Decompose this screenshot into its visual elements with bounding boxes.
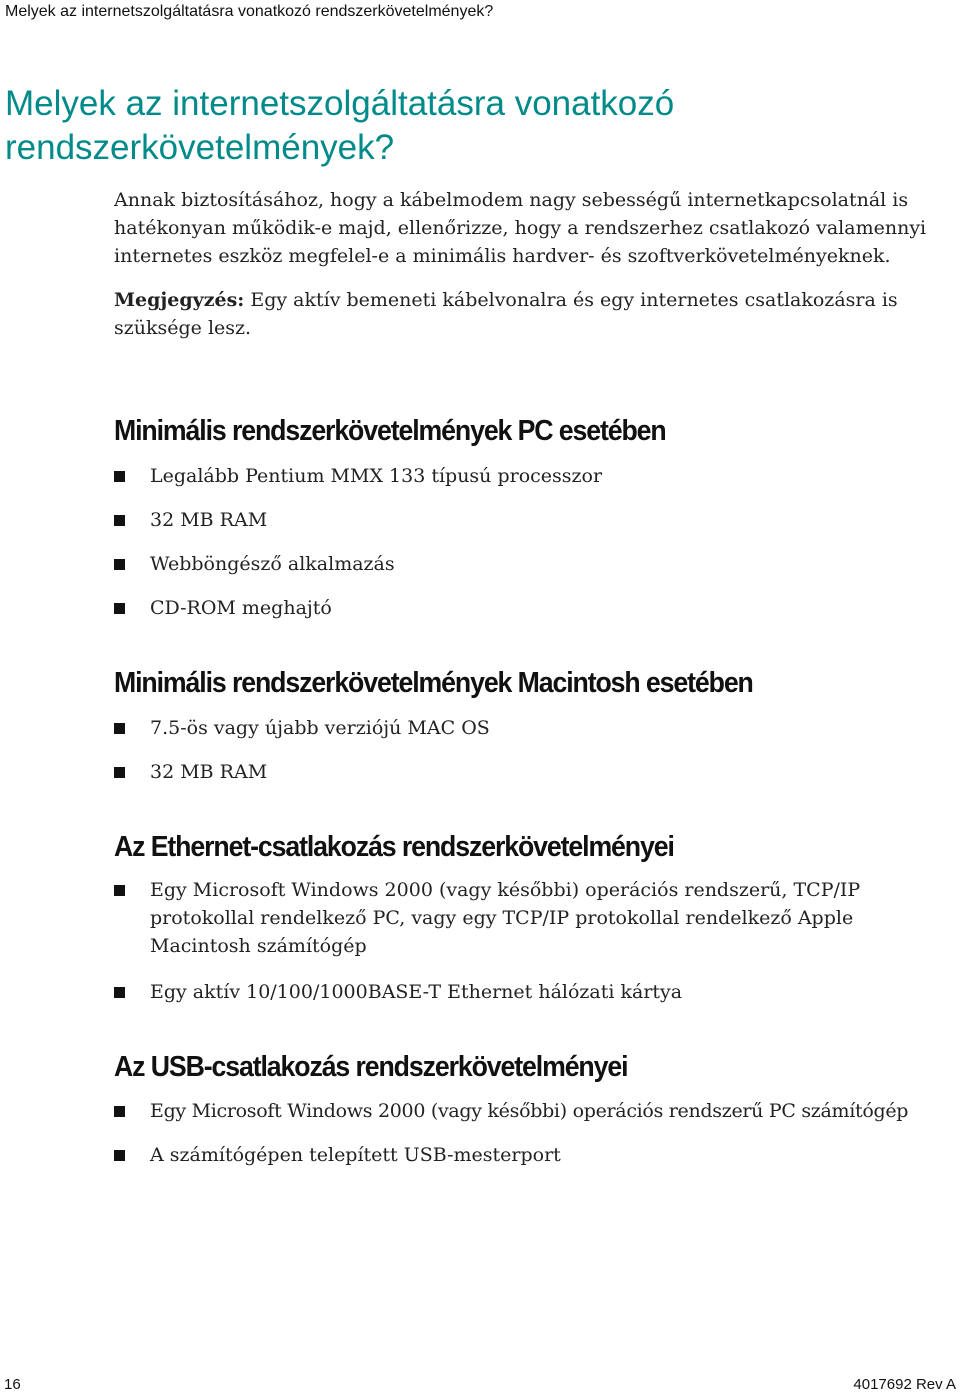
list-item-text: A számítógépen telepített USB-mesterport xyxy=(150,1144,561,1166)
list-item-text: Egy Microsoft Windows 2000 (vagy későbbi) operációs rendszerű PC számítógép xyxy=(150,1100,909,1122)
list-item xyxy=(114,758,960,786)
list-item-text: 32 MB RAM xyxy=(150,761,268,783)
square-bullet-icon xyxy=(114,987,125,998)
square-bullet-icon xyxy=(114,1150,125,1161)
section-title-ethernet: Az Ethernet-csatlakozás rendszerkövetelményei xyxy=(114,831,674,863)
list-item xyxy=(114,550,960,578)
section-title-pc: Minimális rendszerkövetelmények PC esetében xyxy=(114,415,666,447)
list-item xyxy=(114,714,960,742)
page-title-line-1: Melyek az internetszolgáltatásra vonatkozó xyxy=(5,84,675,123)
section-title-mac: Minimális rendszerkövetelmények Macintosh esetében xyxy=(114,667,753,699)
pc-requirements-list xyxy=(114,462,960,622)
square-bullet-icon xyxy=(114,723,125,734)
square-bullet-icon xyxy=(114,603,125,614)
list-item-text: 7.5-ös vagy újabb verziójú MAC OS xyxy=(150,717,490,739)
square-bullet-icon xyxy=(114,471,125,482)
intro-paragraph: Annak biztosításához, hogy a kábelmodem nagy sebességű internetkapcsolatnál is hatékonyan működik-e majd, ellenőrizze, hogy a rendszerhez csatlakozó valamennyi internetes eszköz megfelel-e a minimális hardver- és szoftverkövetelményeknek. xyxy=(114,189,927,267)
page-number: 16 xyxy=(4,1376,21,1393)
running-header: Melyek az internetszolgáltatásra vonatkozó rendszerkövetelmények? xyxy=(5,3,494,20)
list-item-text: Egy aktív 10/100/1000BASE-T Ethernet hálózati kártya xyxy=(150,981,683,1003)
list-item xyxy=(114,506,960,534)
note-label: Megjegyzés: xyxy=(114,289,245,311)
list-item-text: Webböngésző alkalmazás xyxy=(150,553,395,575)
note-text: Egy aktív bemeneti kábelvonalra és egy internetes csatlakozásra is szüksége lesz. xyxy=(114,289,898,339)
list-item-text: Legalább Pentium MMX 133 típusú processzor xyxy=(150,465,603,487)
mac-requirements-list xyxy=(114,714,960,786)
square-bullet-icon xyxy=(114,559,125,570)
ethernet-requirements-list xyxy=(114,876,914,1006)
section-title-usb: Az USB-csatlakozás rendszerkövetelményei xyxy=(114,1051,628,1083)
page-title-line-2: rendszerkövetelmények? xyxy=(5,128,395,167)
list-item-text: Egy Microsoft Windows 2000 (vagy későbbi) operációs rendszerű, TCP/IP protokollal rendelkező PC, vagy egy TCP/IP protokollal rendelkező Apple Macintosh számítógép xyxy=(150,879,861,957)
list-item xyxy=(114,1097,960,1125)
square-bullet-icon xyxy=(114,885,125,896)
note-paragraph xyxy=(114,286,944,342)
usb-requirements-list xyxy=(114,1097,960,1169)
list-item xyxy=(114,978,914,1006)
page-title xyxy=(5,82,905,170)
intro-block xyxy=(114,186,944,342)
square-bullet-icon xyxy=(114,767,125,778)
list-item-text: 32 MB RAM xyxy=(150,509,268,531)
document-id: 4017692 Rev A xyxy=(853,1376,956,1393)
list-item xyxy=(114,462,960,490)
square-bullet-icon xyxy=(114,515,125,526)
list-item xyxy=(114,1141,960,1169)
square-bullet-icon xyxy=(114,1106,125,1117)
list-item-text: CD-ROM meghajtó xyxy=(150,597,332,619)
list-item xyxy=(114,876,914,960)
list-item xyxy=(114,594,960,622)
